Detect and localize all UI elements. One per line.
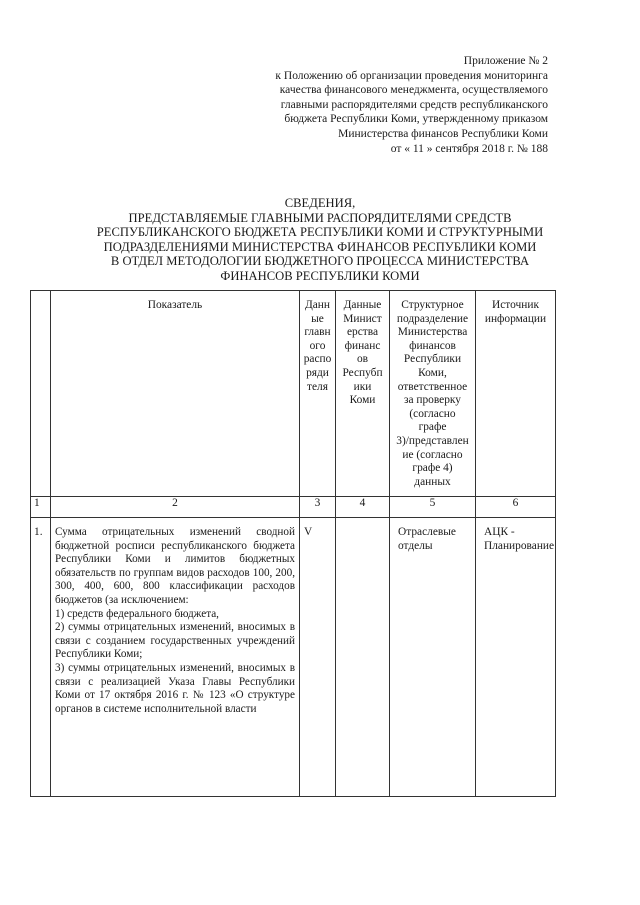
row-indicator-text bbox=[51, 518, 300, 797]
row-manager-mark: V bbox=[300, 518, 336, 797]
table-header-row bbox=[31, 291, 556, 497]
header-cell-number bbox=[31, 291, 51, 497]
indicator-paragraph: 2) суммы отрицательных изменений, вносимых в связи с созданием государственных учреждений Республики Коми; bbox=[55, 621, 295, 661]
row-ministry-data bbox=[336, 518, 390, 797]
column-number: 3 bbox=[300, 497, 336, 518]
indicator-paragraph: Сумма отрицательных изменений сводной бюджетной росписи республиканского бюджета Республики Коми и лимитов бюджетных обязательств по группам видов расходов 100, 200, 300, 400, 600, 800 классификации расходов бюджетов (за исключением: bbox=[55, 526, 295, 606]
row-department: Отраслевые отделы bbox=[390, 518, 476, 797]
appendix-heading bbox=[188, 54, 548, 156]
appendix-line: от « 11 » сентября 2018 г. № 188 bbox=[390, 142, 548, 155]
header-cell-department: Структурное подразделение Министерства финансов Республики Коми, ответственное за проверку (согласно графе 3)/представлен ие (согласно графе 4) данных bbox=[390, 291, 476, 497]
appendix-line: Министерства финансов Республики Коми bbox=[338, 127, 548, 140]
header-cell-source: Источник информации bbox=[476, 291, 556, 497]
column-number: 2 bbox=[51, 497, 300, 518]
column-number: 4 bbox=[336, 497, 390, 518]
document-title bbox=[40, 196, 600, 284]
appendix-line: бюджета Республики Коми, утвержденному приказом bbox=[284, 113, 548, 126]
data-table bbox=[30, 290, 556, 797]
title-line: ФИНАНСОВ РЕСПУБЛИКИ КОМИ bbox=[220, 268, 420, 283]
appendix-line: главными распорядителями средств республиканского bbox=[280, 98, 548, 111]
appendix-line: качества финансового менеджмента, осуществляемого bbox=[279, 84, 548, 97]
appendix-line: к Положению об организации проведения мониторинга bbox=[275, 69, 548, 82]
appendix-line: Приложение № 2 bbox=[463, 55, 548, 67]
table-row bbox=[31, 518, 556, 797]
header-cell-ministry-data: Данные Минист ерства финанс ов Респубп ики Коми bbox=[336, 291, 390, 497]
column-number: 6 bbox=[476, 497, 556, 518]
indicator-paragraph: 3) суммы отрицательных изменений, вносимых в связи с реализацией Указа Главы Республики Коми от 17 октября 2016 г. № 123 «О структуре органов в системе исполнительной власти bbox=[55, 661, 295, 715]
header-cell-indicator: Показатель bbox=[51, 291, 300, 497]
row-number: 1. bbox=[31, 518, 51, 797]
column-number: 1 bbox=[31, 497, 51, 518]
title-line: ПРЕДСТАВЛЯЕМЫЕ ГЛАВНЫМИ РАСПОРЯДИТЕЛЯМИ СРЕДСТВ bbox=[128, 210, 512, 225]
header-cell-manager-data: Данн ые главн ого распо ряди теля bbox=[300, 291, 336, 497]
title-line: РЕСПУБЛИКАНСКОГО БЮДЖЕТА РЕСПУБЛИКИ КОМИ И СТРУКТУРНЫМИ bbox=[96, 225, 544, 240]
title-line: ПОДРАЗДЕЛЕНИЯМИ МИНИСТЕРСТВА ФИНАНСОВ РЕСПУБЛИКИ КОМИ bbox=[103, 239, 537, 254]
title-line: В ОТДЕЛ МЕТОДОЛОГИИ БЮДЖЕТНОГО ПРОЦЕССА МИНИСТЕРСТВА bbox=[110, 254, 530, 269]
title-line: СВЕДЕНИЯ, bbox=[284, 196, 356, 210]
row-source: АЦК - Планирование bbox=[476, 518, 556, 797]
indicator-paragraph: 1) средств федерального бюджета, bbox=[55, 607, 219, 620]
column-number-row bbox=[31, 497, 556, 518]
column-number: 5 bbox=[390, 497, 476, 518]
